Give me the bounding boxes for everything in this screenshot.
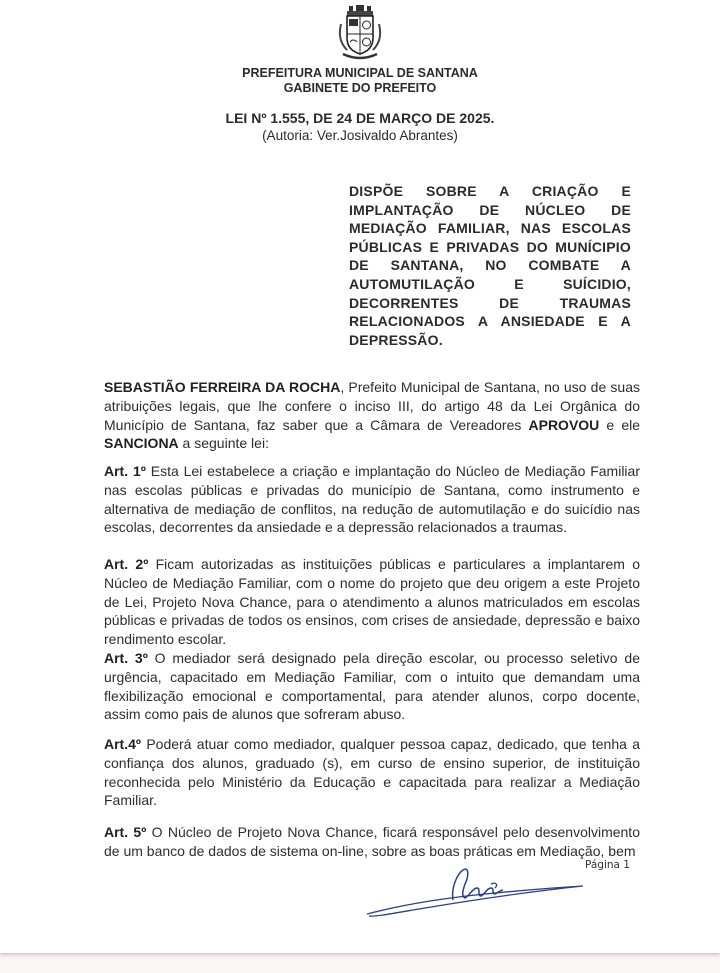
article-label: Art.4º [104, 736, 142, 752]
ementa-last-line: DEPRESSÃO. [349, 331, 443, 348]
gabinete-heading: GABINETE DO PREFEITO [283, 81, 437, 95]
article-text: Esta Lei estabelece a criação e implantação do Núcleo de Mediação Familiar nas escolas públicas e privadas do município de Santana, como instrumento e alternativa de mediação de conflitos, na redução de automutilação e do suicídio nas escolas, decorrentes da ansiedade e a depressão relacionados a traumas. [104, 463, 640, 536]
preamble-paragraph [104, 378, 640, 453]
ementa-text: DISPÕE SOBRE A CRIAÇÃO E IMPLANTAÇÃO DE NÚCLEO DE MEDIAÇÃO FAMILIAR, NAS ESCOLAS PÚBLICAS E PRIVADAS DO MUNÍCIPIO DE SANTANA, NO COMBATE A AUTOMUTILAÇÃO E SUÍCIDIO, DECORRENTES DE TRAUMAS RELACIONADOS A ANSIEDADE E A [349, 183, 631, 330]
article-text: O mediador será designado pela direção escolar, ou processo seletivo de urgência, capacitado em Mediação Familiar, com o intuito que demandam uma flexibilização emocional e comportamental, para atender alunos, corpo docente, assim como pais de alunos que sofreram abuso. [104, 650, 640, 723]
article-label: Art. 5º [104, 824, 147, 840]
signature-icon [365, 862, 595, 922]
article-label: Art. 3º [104, 650, 148, 666]
law-authorship: (Autoria: Ver.Josivaldo Abrantes) [262, 128, 458, 143]
prefeitura-heading: PREFEITURA MUNICIPAL DE SANTANA [242, 66, 478, 80]
page-number: Página 1 [585, 859, 630, 871]
article-2 [104, 555, 640, 649]
article-text: Ficam autorizadas as instituições públicas e particulares a implantarem o Núcleo de Mediação Familiar, com o nome do projeto que deu origem a este Projeto de Lei, Projeto Nova Chance, para o atendimento a alunos matriculados em escolas públicas e privadas de todos os ensinos, com crises de ansiedade, depressão e baixo rendimento escolar. [104, 556, 641, 648]
sanctions-word: SANCIONA [104, 435, 179, 452]
preamble-text: e ele [599, 416, 640, 433]
preamble-text: a seguinte lei: [178, 435, 269, 452]
coat-of-arms-icon [335, 4, 385, 60]
law-title: LEI Nº 1.555, DE 24 DE MARÇO DE 2025. [225, 110, 495, 126]
article-label: Art. 2º [104, 556, 149, 572]
article-1 [104, 462, 640, 537]
article-text: O Núcleo de Projeto Nova Chance, ficará responsável pelo desenvolvimento de um banco de dados de sistema on-line, sobre as boas práticas em Mediação, bem [104, 824, 640, 859]
mayor-name: SEBASTIÃO FERREIRA DA ROCHA [104, 379, 341, 395]
approved-word: APROVOU [528, 416, 600, 433]
preamble-text: , Prefeito Municipal de Santana, no uso de suas atribuições legais, que lhe confere o inciso III, do artigo 48 da Lei Orgânica do Município de Santana, faz saber que a Câmara de Vereadores [104, 379, 640, 433]
article-4 [104, 735, 640, 810]
article-text: Poderá atuar como mediador, qualquer pessoa capaz, dedicado, que tenha a confiança dos alunos, graduado (s), em curso de ensino superior, de instituição reconhecida pelo Ministério da Educação e capacitada para realizar a Mediação Familiar. [104, 736, 640, 809]
article-5 [104, 823, 640, 861]
law-ementa [349, 182, 631, 349]
article-3 [104, 649, 640, 724]
article-label: Art. 1º [104, 463, 146, 479]
